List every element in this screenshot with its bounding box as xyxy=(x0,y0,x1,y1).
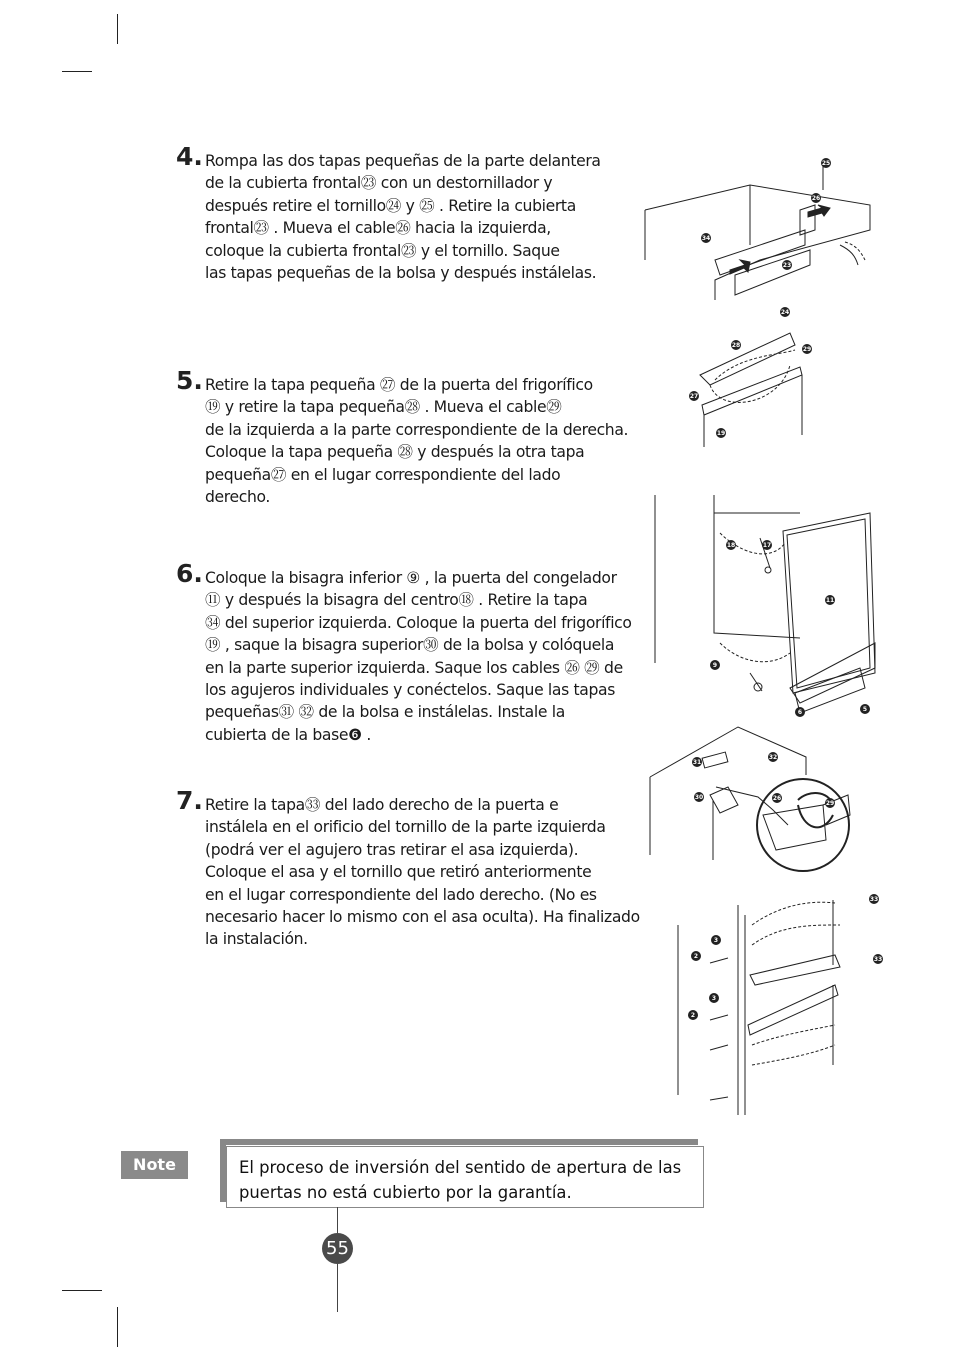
figure-top-hinge xyxy=(648,725,858,875)
callout-label: 33 xyxy=(873,956,883,963)
step-7 xyxy=(176,786,646,951)
callout-label: 32 xyxy=(768,754,778,761)
figure-freezer-door xyxy=(650,493,890,723)
step-number: 6. xyxy=(176,559,203,588)
crop-mark-bottom-horizontal xyxy=(62,1290,102,1291)
note-badge: Note xyxy=(121,1151,188,1179)
note-box xyxy=(226,1146,704,1208)
callout-label: 3 xyxy=(713,937,719,944)
figure-handles xyxy=(670,885,895,1120)
callout-label: 2 xyxy=(690,1012,696,1019)
callout-markers xyxy=(690,341,812,438)
callout-label: 24 xyxy=(780,309,790,316)
page-line-bottom xyxy=(337,1264,338,1312)
callout-label: 33 xyxy=(869,896,879,903)
callout-markers xyxy=(711,541,870,717)
callout-label: 34 xyxy=(701,235,711,242)
step-text: Retire la tapa pequeña ㉗ de la puerta del frigorífico ⑲ y retire la tapa pequeña㉘ . Mueva el cable㉙ de la izquierda a la parte correspondiente de la derecha. Coloque la tapa pequeña ㉘ y después la otra tapa pequeña㉗ en el lugar correspondiente del lado derecho. xyxy=(205,376,629,507)
callout-label: 30 xyxy=(694,794,704,801)
note-box-shadow xyxy=(220,1139,698,1145)
note-text: El proceso de inversión del sentido de apertura de las puertas no está cubierto por la garantía. xyxy=(239,1158,682,1202)
callout-label: 3 xyxy=(711,995,717,1002)
callout-label: 28 xyxy=(731,342,741,349)
callout-label: 9 xyxy=(712,662,718,669)
figure-top-cover xyxy=(640,150,880,325)
callout-label: 29 xyxy=(802,346,812,353)
crop-mark-bottom-vertical xyxy=(117,1307,118,1347)
step-4 xyxy=(176,142,646,284)
step-6 xyxy=(176,559,646,746)
step-text: Retire la tapa㉝ del lado derecho de la puerta e instálela en el orificio del tornillo de la parte izquierda (podrá ver el agujero tras retirar el asa izquierda). Coloque el asa y el tornillo que retiró anteriormente en el lugar correspondiente del lado derecho. (No es necesario hacer lo mismo con el asa oculta). Ha finalizado la instalación. xyxy=(205,796,640,949)
callout-label: 23 xyxy=(782,262,792,269)
step-number: 4. xyxy=(176,142,203,171)
callout-label: 26 xyxy=(772,795,782,802)
step-number: 7. xyxy=(176,786,203,815)
callout-label: 19 xyxy=(716,430,726,437)
crop-mark-top-horizontal xyxy=(62,71,92,72)
figure-door-cover xyxy=(680,325,820,450)
callout-label: 26 xyxy=(811,195,821,202)
step-number: 5. xyxy=(176,366,203,395)
callout-label: 2 xyxy=(693,953,699,960)
callout-label: 29 xyxy=(825,800,835,807)
callout-label: 31 xyxy=(692,759,702,766)
callout-label: 18 xyxy=(726,542,736,549)
callout-label: 5 xyxy=(862,706,868,713)
page-number: 55 xyxy=(322,1233,353,1264)
callout-label: 11 xyxy=(825,597,835,604)
callout-markers xyxy=(689,895,883,1020)
callout-label: 6 xyxy=(797,709,803,716)
callout-label: 27 xyxy=(689,393,699,400)
callout-markers xyxy=(702,159,831,317)
step-text: Coloque la bisagra inferior ⑨ , la puerta del congelador ⑪ y después la bisagra del centro⑱ . Retire la tapa ㉞ del superior izquierda. Coloque la puerta del frigorífico ⑲ , saque la bisagra superior㉚ de la bolsa y colóquela en la parte superior izquierda. Saque los cables ㉖ ㉙ de los agujeros individuales y conéctelos. Saque las tapas pequeñas㉛ ㉜ de la bolsa e instálelas. Instale la cubierta de la base❻ . xyxy=(205,569,632,744)
step-5 xyxy=(176,366,646,508)
callout-label: 25 xyxy=(821,160,831,167)
page-line-top xyxy=(337,1207,338,1233)
callout-label: 17 xyxy=(762,542,772,549)
crop-mark-top-vertical xyxy=(117,14,118,44)
step-text: Rompa las dos tapas pequeñas de la parte delantera de la cubierta frontal㉓ con un destornillador y después retire el tornillo㉔ y ㉕ . Retire la cubierta frontal㉓ . Mueva el cable㉖ hacia la izquierda, coloque la cubierta frontal㉓ y el tornillo. Saque las tapas pequeñas de la bolsa y después instálelas. xyxy=(205,152,601,283)
